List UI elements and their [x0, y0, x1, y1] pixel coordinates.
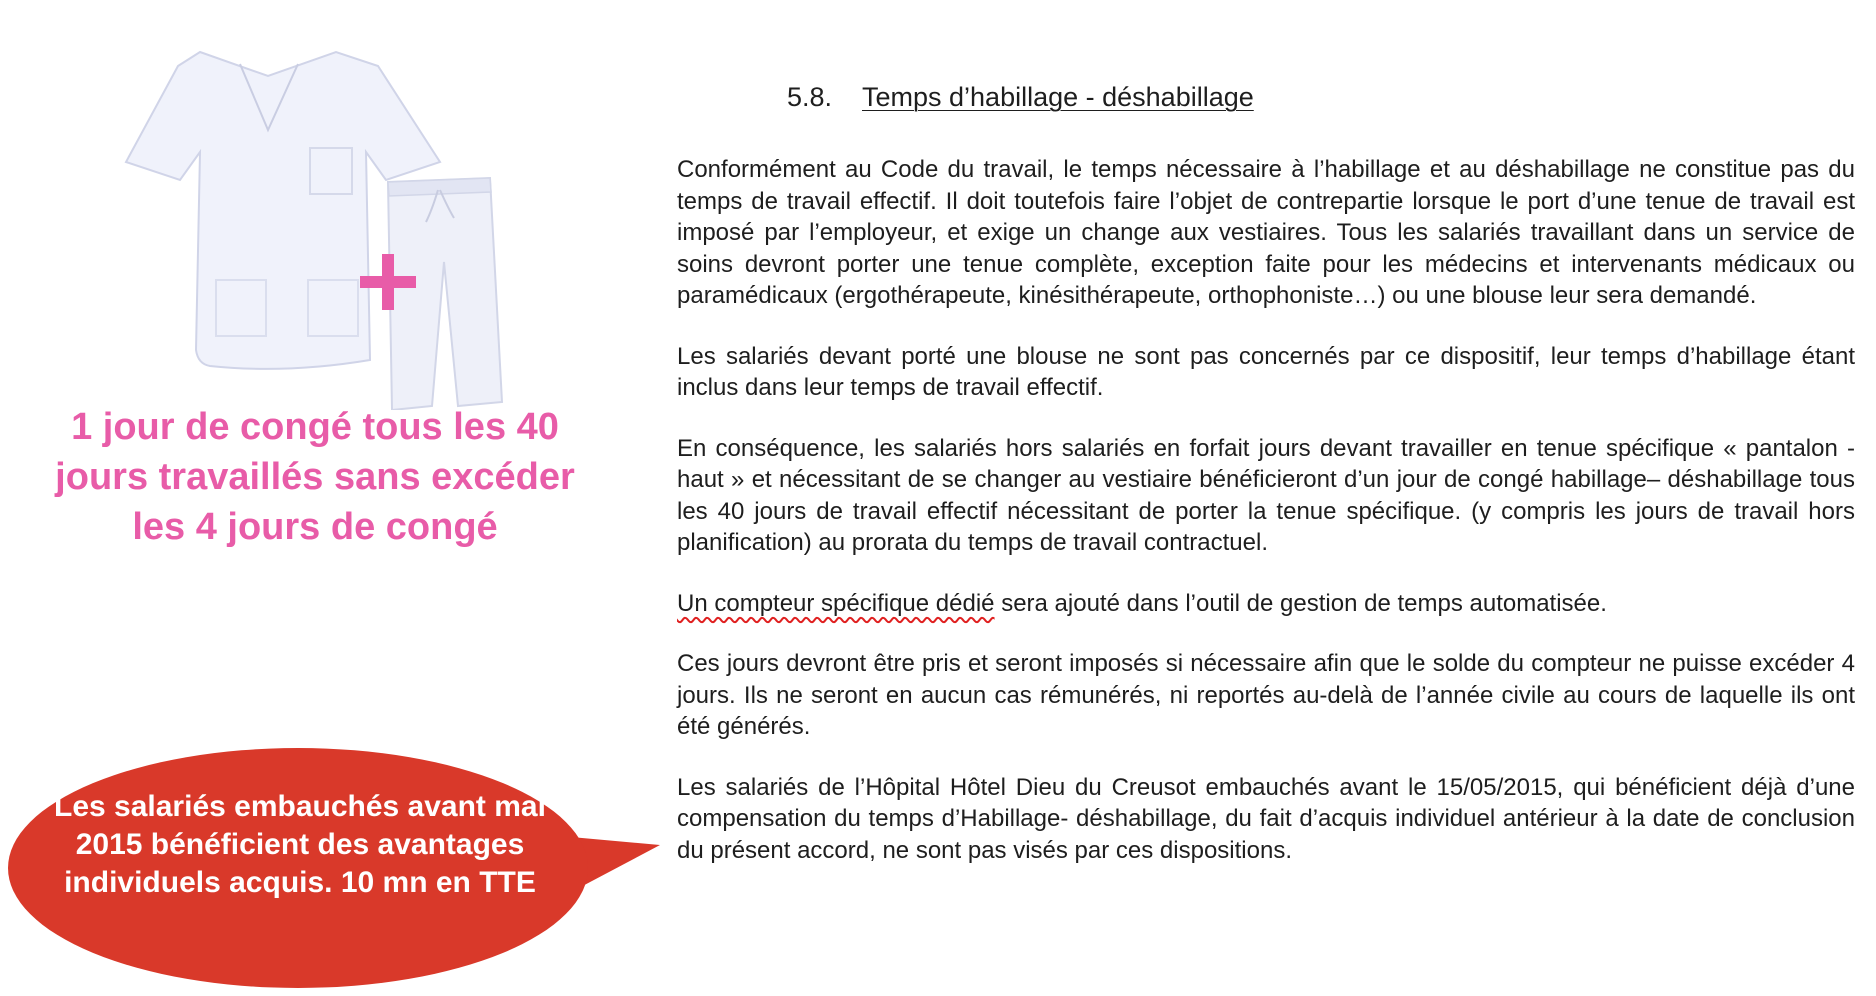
section-heading: [677, 80, 1855, 114]
paragraph-5: Ces jours devront être pris et seront imposés si nécessaire afin que le solde du compteur ne puisse excéder 4 jours. Ils ne seront en aucun cas rémunérés, ni reportés au-delà de l’année civile au cours de laquelle ils ont été générés.: [677, 650, 1855, 740]
document: [677, 80, 1855, 895]
scrub-pants-image: [388, 178, 502, 410]
section-number: 5.8.: [787, 82, 833, 112]
speech-bubble-text: Les salariés embauchés avant mai 2015 bénéficient des avantages individuels acquis. 10 mn en TTE: [54, 790, 546, 899]
section-title: Temps d’habillage - déshabillage: [862, 82, 1254, 112]
paragraph-4-rest: sera ajouté dans l’outil de gestion de temps automatisée.: [994, 589, 1607, 617]
highlighted-phrase: Un compteur spécifique dédié: [677, 589, 995, 617]
conge-note: 1 jour de congé tous les 40 jours travaillés sans excéder les 4 jours de congé: [55, 406, 575, 548]
paragraph-1: Conformément au Code du travail, le temps nécessaire à l’habillage et au déshabillage ne constitue pas du temps de travail effectif. Il doit toutefois faire l’objet de contrepartie lorsque le port d’une tenue de travail est imposé par l’employeur, et exige un change aux vestiaires. Tous les salariés travaillant dans un service de soins devront porter une tenue complète, exception faite pour les médecins et intervenants médicaux ou paramédicaux (ergothérapeute, kinésithérapeute, orthophoniste…) ou une blouse leur sera demandé.: [677, 156, 1855, 309]
paragraph-6: Les salariés de l’Hôpital Hôtel Dieu du Creusot embauchés avant le 15/05/2015, qui bénéficient déjà d’une compensation du temps d’Habillage- déshabillage, du fait d’acquis individuel antérieur à la date de conclusion du présent accord, ne sont pas visés par ces dispositions.: [677, 773, 1855, 864]
paragraph-2: Les salariés devant porté une blouse ne sont pas concernés par ce dispositif, leur temps d’habillage étant inclus dans leur temps de travail effectif.: [677, 342, 1855, 401]
scrubs-uniform-image: [40, 30, 540, 410]
paragraph-4: [677, 588, 1855, 620]
paragraph-3: En conséquence, les salariés hors salariés en forfait jours devant travailler en tenue spécifique « pantalon - haut » et nécessitant de se changer au vestiaire bénéficieront d’un jour de congé habillage– déshabillage tous les 40 jours de travail effectif nécessitant de porter la tenue spécifique. (y compris les jours de travail hors planification) au prorata du temps de travail contractuel.: [677, 434, 1855, 556]
